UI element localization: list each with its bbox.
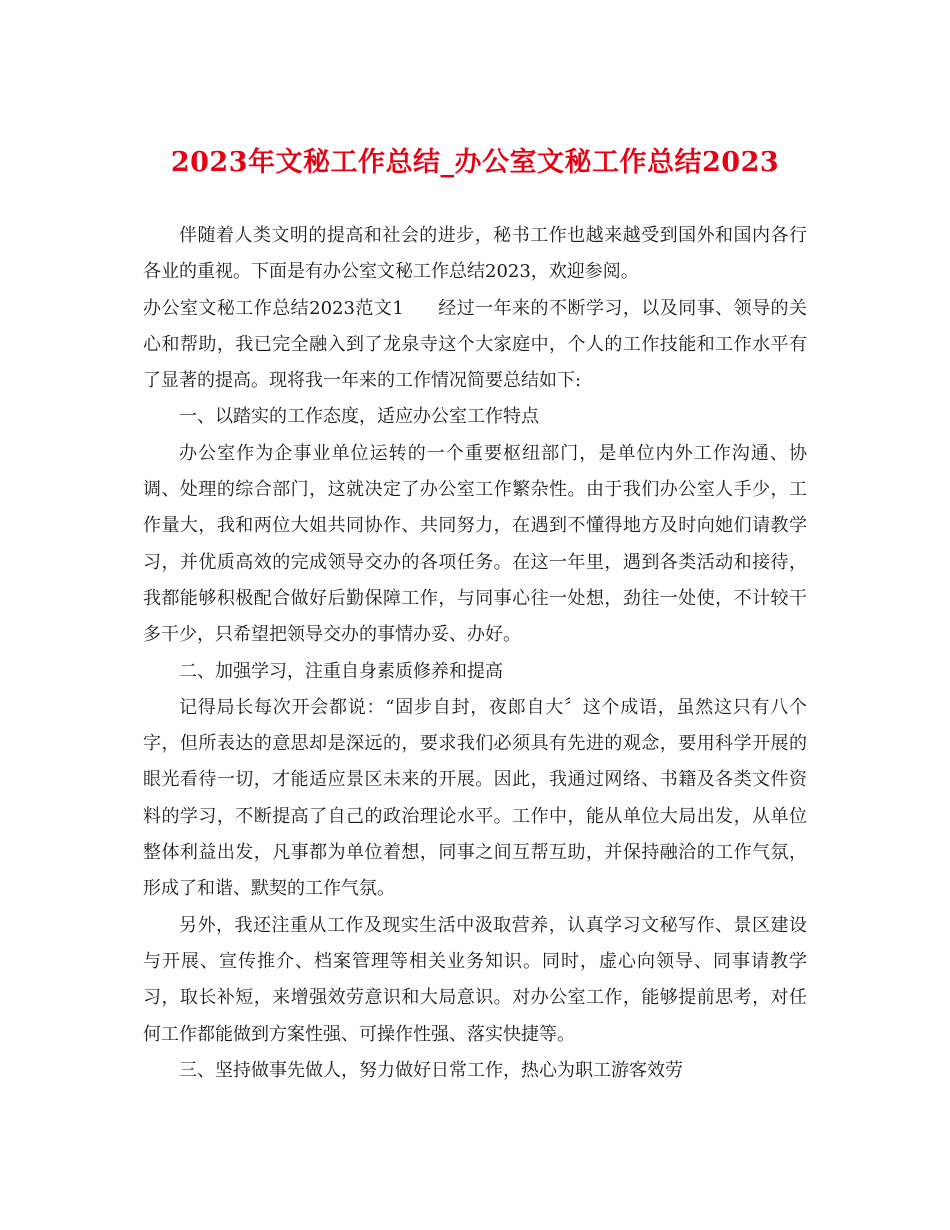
document-title: 2023年文秘工作总结_办公室文秘工作总结2023 <box>170 147 780 178</box>
sample-heading: 办公室文秘工作总结2023范文1 <box>143 297 404 319</box>
document-body <box>143 218 807 1089</box>
intro-paragraph: 伴随着人类文明的提高和社会的进步，秘书工作也越来越受到国外和国内各行各业的重视。下面是有办公室文秘工作总结2023，欢迎参阅。 <box>143 225 807 283</box>
section-body-2a: 记得局长每次开会都说：“固步自封，夜郎自大〞这个成语，虽然这只有八个字，但所表达的意思却是深远的，要求我们必须具有先进的观念，要用科学开展的眼光看待一切，才能适应景区未来的开展。因此，我通过网络、书籍及各类文件资料的学习，不断提高了自己的政治理论水平。工作中，能从单位大局出发，从单位整体利益出发，凡事都为单位着想，同事之间互帮互助，并保持融洽的工作气氛，形成了和谐、默契的工作气氛。 <box>143 696 807 900</box>
section-heading-3: 三、坚持做事先做人，努力做好日常工作，热心为职工游客效劳 <box>179 1059 683 1081</box>
sample-paragraph <box>143 291 807 400</box>
sample-opening: 经过一年来的不断学习，以及同事、领导的关心和帮助，我已完全融入到了龙泉寺这个大家庭中，个人的工作技能和工作水平有了显著的提高。现将我一年来的工作情况简要总结如下: <box>143 297 808 392</box>
section-heading-2: 二、加强学习，注重自身素质修养和提高 <box>179 660 503 682</box>
section-heading-1: 一、以踏实的工作态度，适应办公室工作特点 <box>179 406 539 428</box>
section-body-2b: 另外，我还注重从工作及现实生活中汲取营养，认真学习文秘写作、景区建设与开展、宣传推介、档案管理等相关业务知识。同时，虚心向领导、同事请教学习，取长补短，来增强效劳意识和大局意识。对办公室工作，能够提前思考，对任何工作都能做到方案性强、可操作性强、落实快捷等。 <box>143 914 807 1045</box>
section-body-1: 办公室作为企事业单位运转的一个重要枢纽部门，是单位内外工作沟通、协调、处理的综合部门，这就决定了办公室工作繁杂性。由于我们办公室人手少，工作量大，我和两位大姐共同协作、共同努力，在遇到不懂得地方及时向她们请教学习，并优质高效的完成领导交办的各项任务。在这一年里，遇到各类活动和接待，我都能够积极配合做好后勤保障工作，与同事心往一处想，劲往一处使，不计较干多干少，只希望把领导交办的事情办妥、办好。 <box>143 442 807 646</box>
